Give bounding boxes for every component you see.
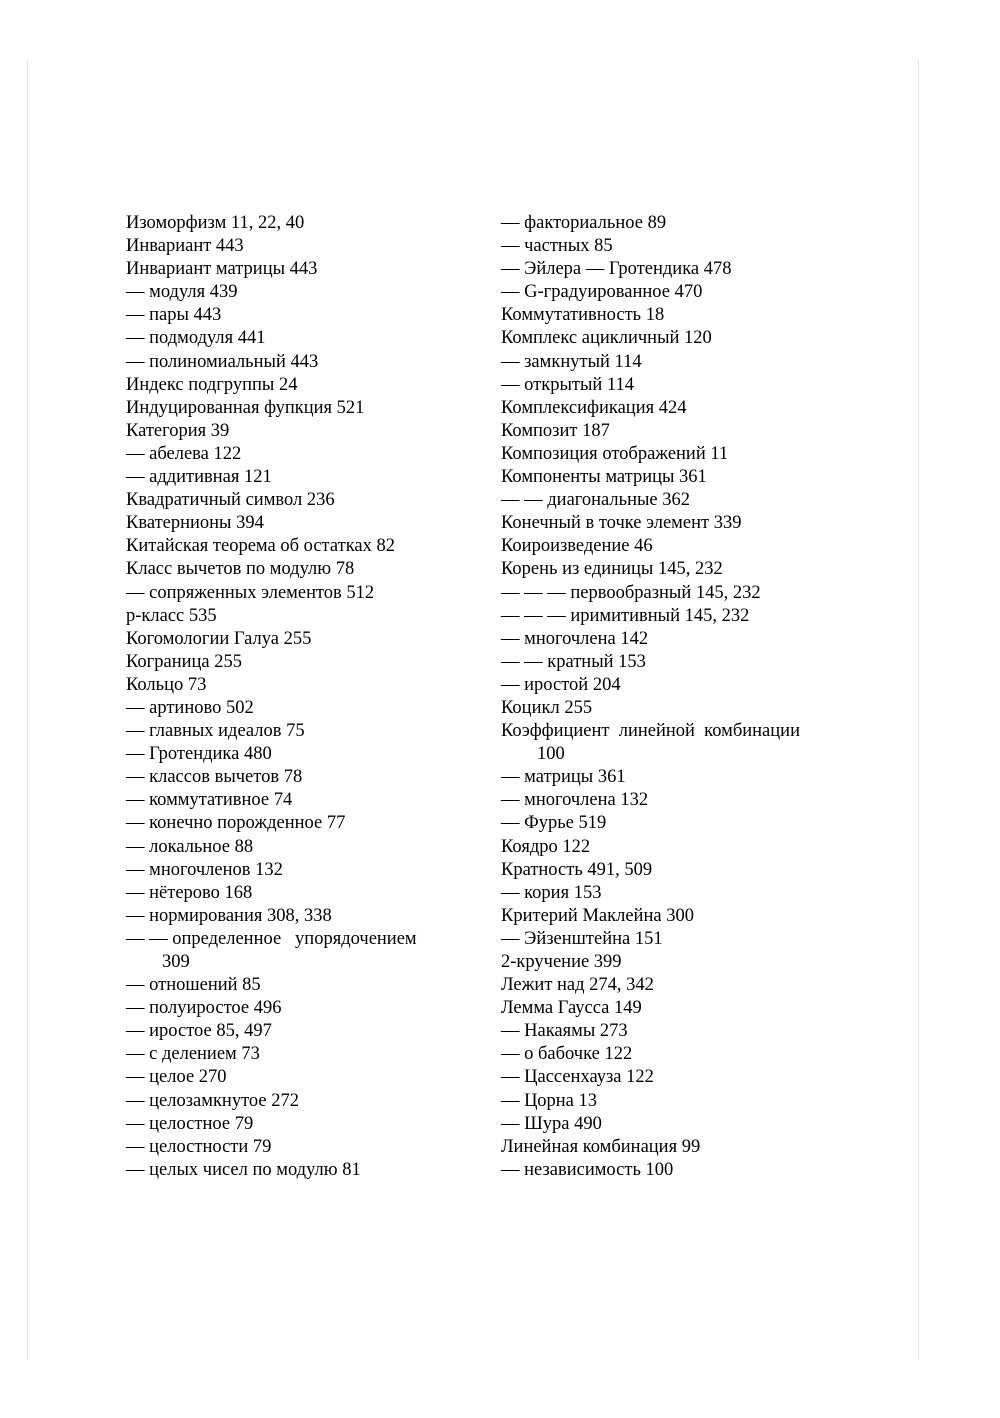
index-entry: — Накаямы 273 [501, 1021, 628, 1042]
index-entry: Кольцо 73 [126, 674, 207, 695]
index-entry: Композиция отображений 11 [501, 443, 729, 464]
index-entry: — G-градуированное 470 [501, 282, 703, 303]
index-entry: — коммутативное 74 [126, 790, 293, 811]
index-entry: — полуиростое 496 [126, 998, 282, 1019]
index-entry: — с делением 73 [126, 1044, 260, 1065]
index-entry: Китайская теорема об остатках 82 [126, 536, 395, 557]
index-entry: Инвариант матрицы 443 [126, 259, 318, 280]
index-entry-continuation: 309 [162, 952, 190, 972]
index-entry: — многочлена 142 [501, 628, 649, 649]
index-entry: — Гротендика 480 [126, 744, 272, 765]
index-entry: — Цорна 13 [501, 1090, 597, 1111]
index-entry: — Фурье 519 [501, 813, 607, 834]
page-edge-left [27, 60, 28, 1360]
index-entry: — иростой 204 [501, 674, 621, 695]
index-entry: Комплекс ацикличный 120 [501, 328, 712, 349]
index-entry: — замкнутый 114 [501, 351, 642, 372]
index-entry: — — кратный 153 [501, 651, 646, 672]
index-entry: — целозамкнутое 272 [126, 1090, 299, 1111]
index-entry: — Шура 490 [501, 1113, 602, 1134]
index-entry: — главных идеалов 75 [126, 721, 305, 742]
index-entry: — абелева 122 [126, 443, 242, 464]
index-entry: — иростое 85, 497 [126, 1021, 272, 1042]
index-entry: Лежит над 274, 342 [501, 975, 654, 996]
index-entry: Коммутативность 18 [501, 305, 665, 326]
index-column-right [501, 212, 831, 1182]
index-column-left [126, 212, 456, 1182]
index-entry: Коцикл 255 [501, 697, 593, 718]
index-entry: Индекс подгруппы 24 [126, 374, 298, 395]
index-entry: — конечно порожденное 77 [126, 813, 346, 834]
index-entry: — модуля 439 [126, 282, 238, 303]
index-entry: p-класс 535 [126, 605, 217, 626]
index-entry: Инвариант 443 [126, 236, 244, 257]
index-entry: Индуцированная фупкция 521 [126, 397, 365, 418]
index-entry: — полиномиальный 443 [126, 351, 319, 372]
index-entry: — артиново 502 [126, 697, 254, 718]
index-entry: — целых чисел по модулю 81 [126, 1159, 361, 1180]
index-entry: Критерий Маклейна 300 [501, 905, 694, 926]
index-entry: — матрицы 361 [501, 767, 626, 788]
index-entry: — пары 443 [126, 305, 222, 326]
index-entry: Корень из единицы 145, 232 [501, 559, 723, 580]
index-entry: — отношений 85 [126, 975, 261, 996]
index-entry: Комплексификация 424 [501, 397, 687, 418]
index-entry: — Цассенхауза 122 [501, 1067, 654, 1088]
index-entry: — классов вычетов 78 [126, 767, 303, 788]
index-entry: Линейная комбинация 99 [501, 1136, 701, 1157]
index-entry: — сопряженных элементов 512 [126, 582, 375, 603]
index-entry: Коядро 122 [501, 836, 591, 857]
index-entry: — целостности 79 [126, 1136, 272, 1157]
index-entry: — целостное 79 [126, 1113, 254, 1134]
index-entry: — нётерово 168 [126, 882, 253, 903]
index-entry: — открытый 114 [501, 374, 634, 395]
index-entry: Лемма Гаусса 149 [501, 998, 642, 1019]
index-entry: Композит 187 [501, 420, 610, 441]
index-entry: Изоморфизм 11, 22, 40 [126, 213, 305, 233]
index-entry: — частных 85 [501, 236, 613, 257]
page-edge-right [918, 60, 919, 1360]
index-entry: — кория 153 [501, 882, 602, 903]
index-entry: Когомологии Галуа 255 [126, 628, 312, 649]
index-entry: — нормирования 308, 338 [126, 905, 332, 926]
index-entry: — целое 270 [126, 1067, 227, 1088]
index-entry: Категория 39 [126, 420, 230, 441]
index-entry: — факториальное 89 [501, 213, 667, 233]
index-entry: — — определенное упорядочением [126, 928, 417, 949]
index-entry: Кограница 255 [126, 651, 243, 672]
index-entry: — о бабочке 122 [501, 1044, 633, 1065]
index-entry: — локальное 88 [126, 836, 254, 857]
index-entry: — — диагональные 362 [501, 490, 691, 511]
index-entry: Класс вычетов по модулю 78 [126, 559, 355, 580]
index-entry: — многочленов 132 [126, 859, 283, 880]
index-entry: Коэффициент линейной комбинации [501, 721, 800, 742]
index-entry: — — — первообразный 145, 232 [501, 582, 761, 603]
index-entry-continuation: 100 [537, 744, 565, 765]
index-entry: Компоненты матрицы 361 [501, 467, 707, 488]
index-entry: 2-кручение 399 [501, 952, 622, 972]
index-entry: — Эйзенштейна 151 [501, 928, 663, 949]
index-entry: Конечный в точке элемент 339 [501, 513, 742, 534]
index-entry: — независимость 100 [501, 1159, 674, 1180]
index-entry: Квадратичный символ 236 [126, 490, 335, 511]
index-entry: — — — иримитивный 145, 232 [501, 605, 750, 626]
index-entry: Кватернионы 394 [126, 513, 264, 534]
index-entry: — многочлена 132 [501, 790, 649, 811]
index-entry: — подмодуля 441 [126, 328, 266, 349]
index-entry: — аддитивная 121 [126, 467, 272, 488]
index-entry: Коироизведение 46 [501, 536, 653, 557]
index-entry: — Эйлера — Гротендика 478 [501, 259, 732, 280]
index-entry: Кратность 491, 509 [501, 859, 653, 880]
